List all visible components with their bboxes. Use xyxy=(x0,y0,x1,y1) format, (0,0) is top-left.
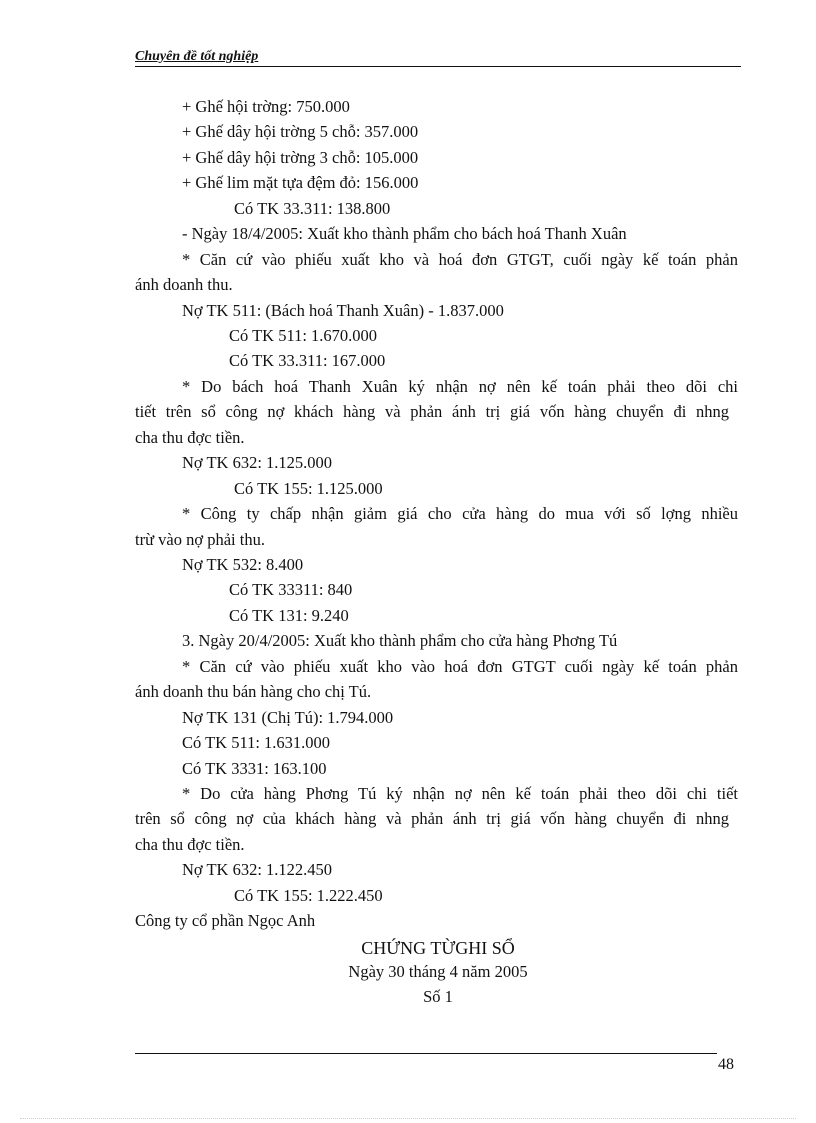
text-line: Có TK 155: 1.222.450 xyxy=(234,886,383,905)
text-line: ánh doanh thu bán hàng cho chị Tú. xyxy=(135,682,372,701)
text-line: * Căn cứ vào phiếu xuất kho vào hoá đơn GTGT cuối ngày kế toán phản xyxy=(182,657,738,676)
text-line: * Công ty chấp nhận giảm giá cho cửa hàng do mua với số lợng nhiều xyxy=(182,504,738,523)
page-header xyxy=(135,48,741,67)
voucher-date: Ngày 30 tháng 4 năm 2005 xyxy=(348,962,528,981)
text-line: Có TK 33.311: 167.000 xyxy=(229,351,386,370)
text-line: Có TK 33311: 840 xyxy=(229,580,353,599)
text-line: Có TK 33.311: 138.800 xyxy=(234,199,391,218)
header-title: Chuyên đề tốt nghiệp xyxy=(135,49,259,64)
text-line: 3. Ngày 20/4/2005: Xuất kho thành phẩm cho cửa hàng Phơng Tú xyxy=(182,631,618,650)
text-line: + Ghế lim mặt tựa đệm đỏ: 156.000 xyxy=(182,173,419,192)
text-line: ánh doanh thu. xyxy=(135,275,233,294)
text-line: Nợ TK 532: 8.400 xyxy=(182,555,304,574)
page-edge-dots xyxy=(20,1118,796,1119)
text-line: - Ngày 18/4/2005: Xuất kho thành phẩm cho bách hoá Thanh Xuân xyxy=(182,224,627,243)
text-line: * Do bách hoá Thanh Xuân ký nhận nợ nên kế toán phải theo dõi chi xyxy=(182,377,738,396)
text-line: trừ vào nợ phải thu. xyxy=(135,530,265,549)
text-line: Có TK 131: 9.240 xyxy=(229,606,349,625)
footer-rule xyxy=(135,1053,717,1054)
text-line: Nợ TK 131 (Chị Tú): 1.794.000 xyxy=(182,708,394,727)
text-line: + Ghế hội trờng: 750.000 xyxy=(182,97,350,116)
text-line: tiết trên sổ công nợ khách hàng và phản ánh trị giá vốn hàng chuyển đi nhng xyxy=(135,402,729,421)
text-line: cha thu đợc tiền. xyxy=(135,835,245,854)
text-line: + Ghế dây hội trờng 3 chỗ: 105.000 xyxy=(182,148,419,167)
text-line: Nợ TK 511: (Bách hoá Thanh Xuân) - 1.837.000 xyxy=(182,301,504,320)
text-line: Có TK 3331: 163.100 xyxy=(182,759,327,778)
text-line: Nợ TK 632: 1.125.000 xyxy=(182,453,333,472)
text-line: * Căn cứ vào phiếu xuất kho và hoá đơn GTGT, cuối ngày kế toán phản xyxy=(182,250,738,269)
text-line: Có TK 511: 1.631.000 xyxy=(182,733,331,752)
text-line: cha thu đợc tiền. xyxy=(135,428,245,447)
text-line: * Do cửa hàng Phơng Tú ký nhận nợ nên kế toán phải theo dõi chi tiết xyxy=(182,784,738,803)
text-line: trên sổ công nợ của khách hàng và phản ánh trị giá vốn hàng chuyển đi nhng xyxy=(135,809,729,828)
text-line: Có TK 155: 1.125.000 xyxy=(234,479,383,498)
voucher-number: Số 1 xyxy=(423,987,453,1006)
company-name: Công ty cổ phần Ngọc Anh xyxy=(135,911,316,930)
text-line: Nợ TK 632: 1.122.450 xyxy=(182,860,333,879)
voucher-title: CHỨNG TỪGHI SỔ xyxy=(361,938,515,958)
text-line: + Ghế dây hội trờng 5 chỗ: 357.000 xyxy=(182,122,419,141)
text-line: Có TK 511: 1.670.000 xyxy=(229,326,378,345)
page-number: 48 xyxy=(718,1056,734,1073)
